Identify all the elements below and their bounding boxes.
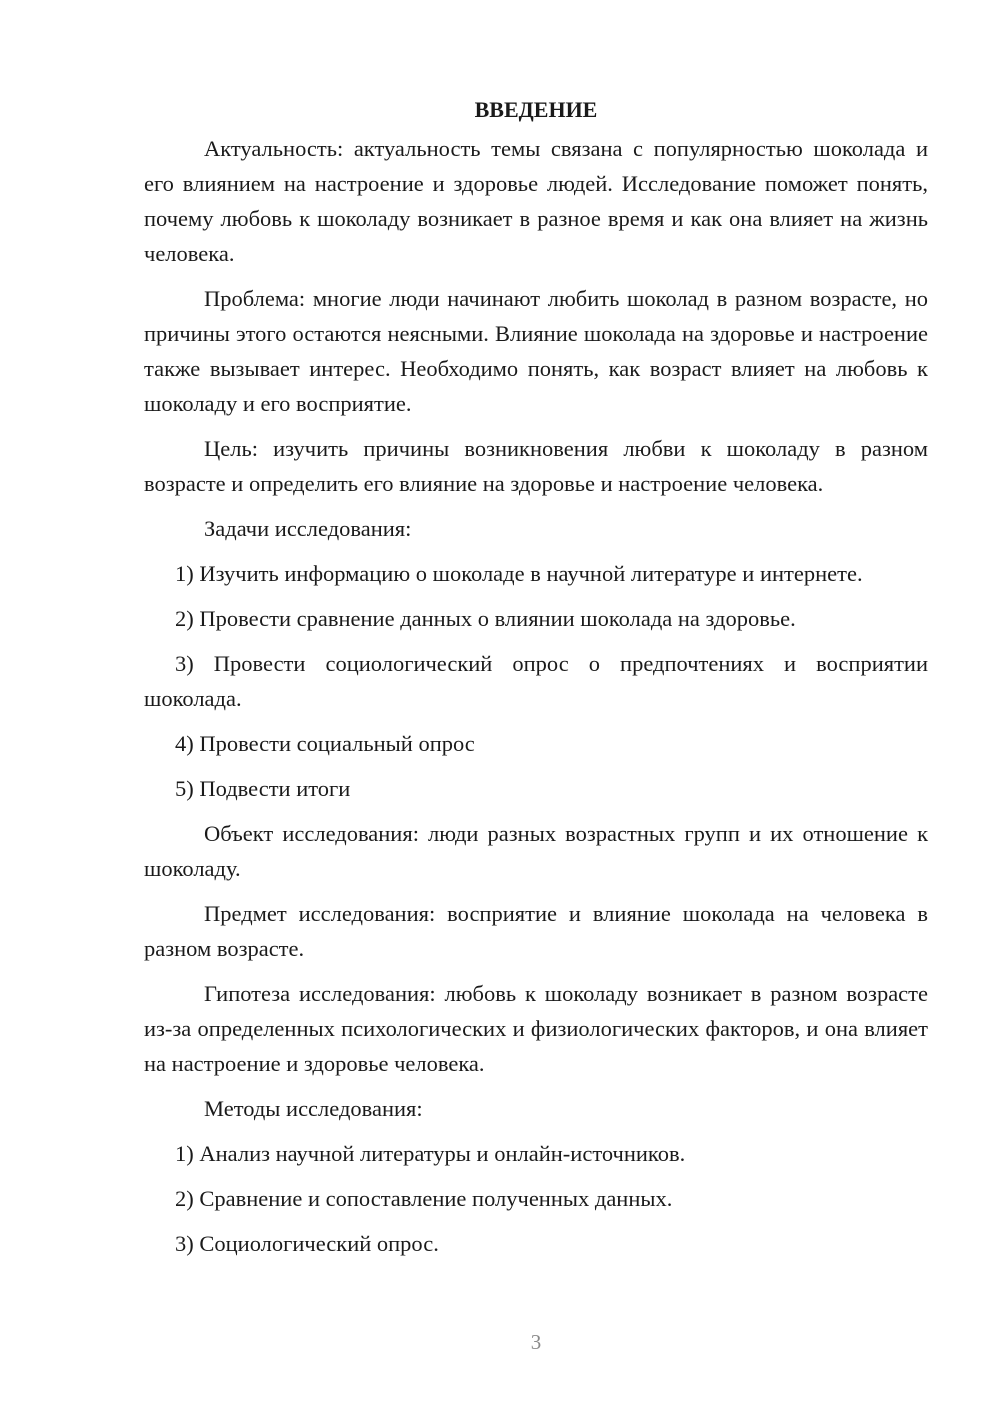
method-item-3: 3) Социологический опрос.: [175, 1231, 439, 1256]
method-item-2: 2) Сравнение и сопоставление полученных данных.: [175, 1186, 673, 1211]
task-item-3: 3) Провести социологический опрос о предпочтениях и восприятии шоколада.: [144, 651, 928, 711]
task-item-4: 4) Провести социальный опрос: [175, 731, 475, 756]
section-heading: ВВЕДЕНИЕ: [474, 97, 598, 122]
task-item-5: 5) Подвести итоги: [175, 776, 351, 801]
object-paragraph: Объект исследования: люди разных возрастных групп и их отношение к шоколаду.: [144, 821, 928, 881]
task-item-2: 2) Провести сравнение данных о влиянии шоколада на здоровье.: [175, 606, 796, 631]
subject-paragraph: Предмет исследования: восприятие и влияние шоколада на человека в разном возрасте.: [144, 901, 928, 961]
page-content: [144, 92, 928, 1271]
relevance-paragraph: Актуальность: актуальность темы связана с популярностью шоколада и его влиянием на настроение и здоровье людей. Исследование поможет понять, почему любовь к шоколаду возникает в разное время и как она влияет на жизнь человека.: [144, 136, 928, 266]
problem-paragraph: Проблема: многие люди начинают любить шоколад в разном возрасте, но причины этого остаются неясными. Влияние шоколада на здоровье и настроение также вызывает интерес. Необходимо понять, как возраст влияет на любовь к шоколаду и его восприятие.: [144, 286, 928, 416]
methods-label: Методы исследования:: [204, 1096, 423, 1121]
goal-paragraph: Цель: изучить причины возникновения любви к шоколаду в разном возрасте и определить его влияние на здоровье и настроение человека.: [144, 436, 928, 496]
tasks-label: Задачи исследования:: [204, 516, 412, 541]
page-number: 3: [530, 1330, 542, 1354]
task-item-1: 1) Изучить информацию о шоколаде в научной литературе и интернете.: [175, 561, 863, 586]
method-item-1: 1) Анализ научной литературы и онлайн-источников.: [175, 1141, 686, 1166]
hypothesis-paragraph: Гипотеза исследования: любовь к шоколаду возникает в разном возрасте из-за определенных психологических и физиологических факторов, и она влияет на настроение и здоровье человека.: [144, 981, 928, 1076]
